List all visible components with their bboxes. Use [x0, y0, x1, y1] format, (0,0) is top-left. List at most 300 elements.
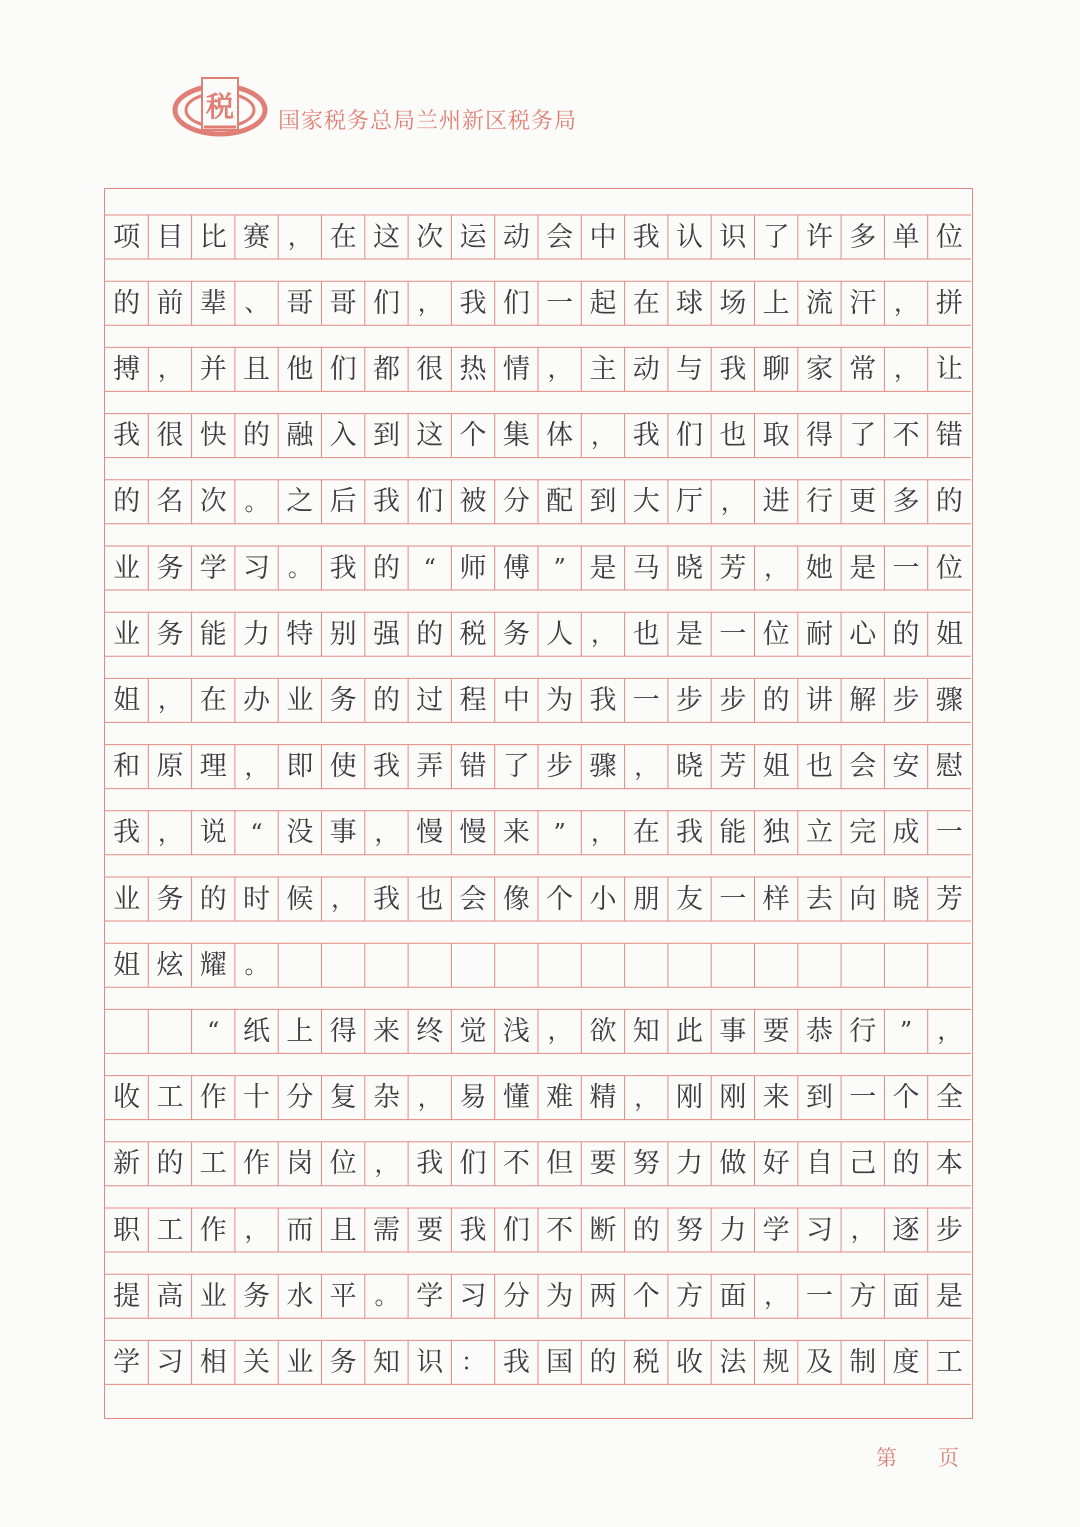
essay-char-cell: ，: [720, 487, 745, 516]
essay-char-cell: 务: [156, 552, 184, 584]
essay-char-cell: 新: [113, 1148, 141, 1180]
essay-char-cell: ，: [764, 1282, 789, 1311]
essay-char-cell: 为: [546, 684, 574, 716]
essay-char-cell: [451, 943, 494, 987]
essay-char-cell: 慢: [459, 817, 487, 849]
essay-char-cell: 收: [113, 1082, 141, 1114]
essay-char-cell: “: [207, 1017, 220, 1046]
essay-char-cell: 恭: [805, 1015, 833, 1047]
essay-char-cell: 进: [762, 486, 790, 518]
essay-char-cell: 一: [935, 817, 963, 849]
essay-char-cell: ，: [244, 752, 269, 781]
essay-char-cell: ：: [461, 1348, 486, 1377]
essay-char-cell: 方: [676, 1280, 704, 1312]
essay-char-cell: 业: [113, 618, 141, 650]
essay-char-cell: 原: [156, 751, 184, 783]
essay-char-cell: 中: [589, 221, 617, 253]
essay-char-cell: 、: [244, 289, 269, 318]
essay-char-cell: 取: [762, 420, 790, 452]
essay-char-cell: 在: [632, 287, 660, 319]
essay-char-cell: 需: [372, 1214, 400, 1246]
essay-char-cell: ，: [850, 1216, 875, 1244]
essay-char-cell: 浅: [502, 1015, 530, 1047]
essay-row: [105, 1274, 971, 1318]
essay-char-cell: 的: [199, 883, 227, 915]
essay-char-cell: 家: [805, 353, 833, 385]
essay-char-cell: 。: [244, 487, 269, 516]
essay-char-cell: ，: [244, 1216, 269, 1244]
essay-char-cell: 芳: [719, 552, 747, 584]
essay-char-cell: ，: [287, 223, 312, 251]
essay-char-cell: 一: [632, 684, 660, 716]
essay-char-cell: [321, 943, 364, 987]
essay-char-cell: 终: [416, 1015, 444, 1047]
essay-char-cell: ，: [374, 818, 399, 847]
essay-char-cell: 的: [156, 1148, 184, 1180]
essay-char-cell: 傅: [502, 552, 530, 584]
essay-char-cell: ，: [894, 355, 919, 384]
essay-char-cell: 成: [892, 817, 920, 849]
essay-char-cell: 来: [502, 817, 530, 849]
essay-char-cell: ，: [157, 686, 182, 715]
essay-row: [105, 877, 971, 921]
essay-row: [105, 281, 971, 325]
essay-char-cell: 拼: [935, 287, 963, 319]
essay-char-cell: 懂: [502, 1082, 530, 1114]
essay-char-cell: 十: [243, 1082, 271, 1114]
essay-char-cell: 们: [459, 1148, 487, 1180]
essay-char-cell: 业: [286, 684, 314, 716]
essay-char-cell: 位: [329, 1148, 357, 1180]
essay-char-cell: 的: [589, 1346, 617, 1378]
essay-char-cell: 来: [372, 1015, 400, 1047]
essay-char-cell: 纸: [243, 1015, 271, 1047]
essay-char-cell: 也: [719, 420, 747, 452]
essay-char-cell: 都: [372, 353, 400, 385]
essay-char-cell: 赛: [243, 221, 271, 253]
essay-char-cell: 起: [589, 287, 617, 319]
essay-row: [105, 347, 971, 391]
essay-char-cell: [928, 943, 971, 987]
page-footer: [876, 1440, 976, 1472]
essay-char-cell: 完: [849, 817, 877, 849]
essay-char-cell: 搏: [113, 353, 141, 385]
essay-char-cell: 聊: [762, 353, 790, 385]
essay-char-cell: 芳: [935, 883, 963, 915]
essay-char-cell: 习: [156, 1346, 184, 1378]
essay-char-cell: 己: [849, 1148, 877, 1180]
essay-char-cell: 动: [502, 221, 530, 253]
essay-char-cell: 是: [935, 1280, 963, 1312]
essay-char-cell: 杂: [372, 1082, 400, 1114]
essay-char-cell: 易: [459, 1082, 487, 1114]
essay-row: [105, 414, 971, 458]
essay-char-cell: 姐: [935, 618, 963, 650]
essay-char-cell: [408, 943, 451, 987]
essay-char-cell: 刚: [719, 1082, 747, 1114]
essay-char-cell: 集: [502, 420, 530, 452]
essay-char-cell: ，: [157, 818, 182, 847]
essay-char-cell: 努: [676, 1214, 704, 1246]
essay-char-cell: “: [250, 818, 263, 847]
essay-char-cell: 业: [113, 883, 141, 915]
essay-char-cell: 哥: [286, 287, 314, 319]
essay-char-cell: 这: [372, 221, 400, 253]
essay-char-cell: 本: [935, 1148, 963, 1180]
essay-char-cell: 并: [199, 353, 227, 385]
essay-char-cell: 立: [805, 817, 833, 849]
essay-char-cell: 位: [762, 618, 790, 650]
essay-char-cell: [365, 943, 408, 987]
essay-char-cell: 很: [416, 353, 444, 385]
essay-char-cell: 错: [459, 751, 487, 783]
essay-char-cell: 。: [374, 1282, 399, 1311]
essay-char-cell: 学: [416, 1280, 444, 1312]
essay-char-cell: 不: [892, 420, 920, 452]
essay-char-cell: 作: [199, 1082, 227, 1114]
essay-char-cell: 人: [546, 618, 574, 650]
essay-char-cell: 我: [329, 552, 357, 584]
essay-row: [105, 1208, 971, 1252]
essay-char-cell: 面: [892, 1280, 920, 1312]
essay-char-cell: 及: [805, 1346, 833, 1378]
essay-char-cell: 度: [892, 1346, 920, 1378]
essay-char-cell: 们: [502, 287, 530, 319]
essay-char-cell: [754, 943, 797, 987]
essay-char-cell: 被: [459, 486, 487, 518]
essay-char-cell: 步: [719, 684, 747, 716]
essay-char-cell: ，: [764, 554, 789, 582]
essay-char-cell: 上: [286, 1015, 314, 1047]
essay-char-cell: 水: [286, 1280, 314, 1312]
essay-char-cell: 芳: [719, 751, 747, 783]
essay-char-cell: 要: [589, 1148, 617, 1180]
essay-char-cell: 的: [632, 1214, 660, 1246]
essay-char-cell: 哥: [329, 287, 357, 319]
essay-char-cell: 名: [156, 486, 184, 518]
essay-char-cell: 没: [286, 817, 314, 849]
essay-char-cell: 是: [849, 552, 877, 584]
essay-char-cell: 行: [805, 486, 833, 518]
essay-char-cell: 工: [935, 1346, 963, 1378]
essay-char-cell: 方: [849, 1280, 877, 1312]
essay-char-cell: 务: [156, 883, 184, 915]
essay-char-cell: 的: [416, 618, 444, 650]
essay-char-cell: 更: [849, 486, 877, 518]
essay-char-cell: 动: [632, 353, 660, 385]
essay-char-cell: 的: [935, 486, 963, 518]
essay-char-cell: [884, 943, 927, 987]
essay-char-cell: 目: [156, 221, 184, 253]
essay-char-cell: 业: [199, 1280, 227, 1312]
essay-char-cell: 岗: [286, 1148, 314, 1180]
essay-char-cell: 的: [762, 684, 790, 716]
essay-char-cell: 也: [805, 751, 833, 783]
essay-char-cell: 认: [676, 221, 704, 253]
essay-char-cell: 让: [935, 353, 963, 385]
essay-char-cell: 学: [199, 552, 227, 584]
essay-char-cell: 个: [546, 883, 574, 915]
logo-char: 税: [205, 90, 235, 123]
essay-char-cell: 后: [329, 486, 357, 518]
essay-char-cell: 步: [935, 1214, 963, 1246]
essay-char-cell: 步: [892, 684, 920, 716]
tax-bureau-logo-icon: [172, 72, 268, 138]
essay-char-cell: 在: [329, 221, 357, 253]
essay-char-cell: 分: [502, 486, 530, 518]
essay-char-cell: 在: [199, 684, 227, 716]
essay-char-cell: ，: [894, 289, 919, 318]
essay-char-cell: 两: [589, 1280, 617, 1312]
essay-char-cell: 到: [372, 420, 400, 452]
essay-char-cell: 主: [589, 353, 617, 385]
essay-char-cell: 耀: [199, 949, 227, 981]
essay-char-cell: 得: [805, 420, 833, 452]
essay-char-cell: ，: [634, 1083, 659, 1112]
essay-char-cell: ，: [590, 421, 615, 450]
essay-char-cell: 姐: [113, 949, 141, 981]
essay-char-cell: 去: [805, 883, 833, 915]
essay-char-cell: 作: [243, 1148, 271, 1180]
essay-char-cell: 逐: [892, 1214, 920, 1246]
essay-char-cell: 务: [329, 684, 357, 716]
essay-char-cell: ，: [590, 620, 615, 649]
essay-char-cell: 理: [199, 751, 227, 783]
essay-char-cell: 不: [546, 1214, 574, 1246]
essay-char-cell: 流: [805, 287, 833, 319]
essay-char-cell: 关: [243, 1346, 271, 1378]
essay-char-cell: 。: [244, 951, 269, 980]
essay-char-cell: ，: [374, 1149, 399, 1178]
essay-char-cell: 一: [805, 1280, 833, 1312]
essay-char-cell: 像: [502, 883, 530, 915]
essay-char-cell: 心: [849, 618, 877, 650]
essay-char-cell: 多: [892, 486, 920, 518]
essay-char-cell: 行: [849, 1015, 877, 1047]
essay-char-cell: 们: [372, 287, 400, 319]
essay-char-cell: 会: [459, 883, 487, 915]
essay-char-cell: 独: [762, 817, 790, 849]
essay-char-cell: 欲: [589, 1015, 617, 1047]
essay-char-cell: 上: [762, 287, 790, 319]
essay-char-cell: 习: [459, 1280, 487, 1312]
essay-char-cell: 场: [719, 287, 747, 319]
essay-char-cell: 要: [416, 1214, 444, 1246]
essay-char-cell: ，: [590, 818, 615, 847]
essay-char-cell: ，: [417, 289, 442, 318]
essay-row: [105, 215, 971, 259]
essay-char-cell: 我: [372, 883, 400, 915]
essay-char-cell: 比: [199, 221, 227, 253]
essay-char-cell: 程: [459, 684, 487, 716]
essay-char-cell: 时: [243, 883, 271, 915]
essay-char-cell: 到: [805, 1082, 833, 1114]
essay-char-cell: 运: [459, 221, 487, 253]
essay-char-cell: ，: [547, 355, 572, 384]
essay-char-cell: 个: [892, 1082, 920, 1114]
essay-char-cell: 使: [329, 751, 357, 783]
essay-char-cell: 努: [632, 1148, 660, 1180]
essay-char-cell: 即: [286, 751, 314, 783]
essay-char-cell: 他: [286, 353, 314, 385]
essay-char-cell: 之: [286, 486, 314, 518]
essay-char-cell: 的: [372, 684, 400, 716]
essay-char-cell: 热: [459, 353, 487, 385]
essay-char-cell: 识: [416, 1346, 444, 1378]
essay-char-cell: 我: [372, 751, 400, 783]
essay-char-cell: 务: [329, 1346, 357, 1378]
essay-char-cell: 姐: [762, 751, 790, 783]
essay-char-cell: 面: [719, 1280, 747, 1312]
essay-char-cell: 会: [546, 221, 574, 253]
essay-char-cell: 且: [243, 353, 271, 385]
essay-row: [105, 480, 971, 524]
essay-char-cell: 的: [892, 1148, 920, 1180]
essay-char-cell: 晓: [676, 751, 704, 783]
essay-char-cell: 了: [849, 420, 877, 452]
essay-char-cell: 师: [459, 552, 487, 584]
essay-char-cell: 知: [372, 1346, 400, 1378]
essay-char-cell: 的: [892, 618, 920, 650]
essay-char-cell: 且: [329, 1214, 357, 1246]
essay-char-cell: [148, 1009, 191, 1053]
essay-char-cell: ”: [553, 818, 566, 847]
essay-char-cell: 平: [329, 1280, 357, 1312]
essay-char-cell: 前: [156, 287, 184, 319]
footer-page-label-ye: 页: [938, 1446, 959, 1470]
essay-char-cell: 的: [243, 420, 271, 452]
essay-char-cell: 中: [502, 684, 530, 716]
essay-row: [105, 943, 971, 987]
essay-char-cell: ”: [553, 554, 566, 582]
essay-char-cell: 骤: [935, 684, 963, 716]
essay-char-cell: 复: [329, 1082, 357, 1114]
essay-char-cell: 工: [199, 1148, 227, 1180]
essay-char-cell: 向: [849, 883, 877, 915]
essay-char-cell: 个: [459, 420, 487, 452]
essay-char-cell: 要: [762, 1015, 790, 1047]
essay-char-cell: 税: [459, 618, 487, 650]
letterhead-org-name: 国家税务总局兰州新区税务局: [278, 109, 578, 134]
essay-char-cell: 一: [719, 618, 747, 650]
essay-row: [105, 612, 971, 656]
essay-char-cell: 厅: [676, 486, 704, 518]
essay-char-cell: 与: [676, 353, 704, 385]
essay-char-cell: 小: [589, 883, 617, 915]
essay-char-cell: 多: [849, 221, 877, 253]
essay-char-cell: 不: [502, 1148, 530, 1180]
essay-char-cell: [278, 943, 321, 987]
essay-char-cell: 全: [935, 1082, 963, 1114]
essay-char-cell: 晓: [676, 552, 704, 584]
essay-char-cell: [625, 943, 668, 987]
essay-char-cell: 我: [632, 221, 660, 253]
essay-char-cell: 习: [805, 1214, 833, 1246]
essay-char-cell: ，: [157, 355, 182, 384]
essay-char-cell: 力: [719, 1214, 747, 1246]
essay-char-cell: 别: [329, 618, 357, 650]
essay-char-cell: 来: [762, 1082, 790, 1114]
essay-char-cell: 刚: [676, 1082, 704, 1114]
essay-char-cell: 业: [113, 552, 141, 584]
essay-row: [105, 1009, 971, 1053]
essay-char-cell: 常: [849, 353, 877, 385]
essay-char-cell: 作: [199, 1214, 227, 1246]
essay-char-cell: 耐: [805, 618, 833, 650]
essay-char-cell: 情: [502, 353, 530, 385]
essay-char-cell: 制: [849, 1346, 877, 1378]
essay-char-cell: 许: [805, 221, 833, 253]
essay-row: [105, 811, 971, 855]
essay-char-cell: 事: [719, 1015, 747, 1047]
essay-char-cell: 识: [719, 221, 747, 253]
essay-row: [105, 546, 971, 590]
essay-char-cell: [668, 943, 711, 987]
essay-char-cell: ，: [634, 752, 659, 781]
essay-char-cell: 好: [762, 1148, 790, 1180]
essay-char-cell: 的: [113, 486, 141, 518]
essay-char-cell: 职: [113, 1214, 141, 1246]
essay-char-cell: 讲: [805, 684, 833, 716]
essay-char-cell: 我: [502, 1346, 530, 1378]
essay-char-cell: 我: [113, 420, 141, 452]
essay-char-cell: 我: [459, 287, 487, 319]
essay-char-cell: 也: [416, 883, 444, 915]
essay-char-cell: 我: [632, 420, 660, 452]
essay-char-cell: 事: [329, 817, 357, 849]
essay-char-cell: 马: [632, 552, 660, 584]
essay-row: [105, 1142, 971, 1186]
essay-char-cell: 能: [719, 817, 747, 849]
essay-char-cell: 错: [935, 420, 963, 452]
essay-char-cell: 这: [416, 420, 444, 452]
essay-char-cell: ，: [547, 1017, 572, 1046]
essay-char-cell: 办: [243, 684, 271, 716]
essay-char-cell: [841, 943, 884, 987]
essay-char-cell: 工: [156, 1082, 184, 1114]
essay-char-cell: 们: [416, 486, 444, 518]
essay-row: [105, 1340, 971, 1384]
essay-char-cell: 力: [676, 1148, 704, 1180]
essay-char-cell: 做: [719, 1148, 747, 1180]
essay-char-cell: 快: [199, 420, 227, 452]
essay-row: [105, 745, 971, 789]
essay-char-cell: 友: [676, 883, 704, 915]
essay-char-cell: 习: [243, 552, 271, 584]
essay-char-cell: 次: [416, 221, 444, 253]
essay-char-cell: 过: [416, 684, 444, 716]
essay-char-cell: 业: [286, 1346, 314, 1378]
essay-char-cell: [538, 943, 581, 987]
essay-char-cell: 国: [546, 1346, 574, 1378]
essay-char-cell: 入: [329, 420, 357, 452]
essay-char-cell: 步: [546, 751, 574, 783]
essay-char-cell: 个: [632, 1280, 660, 1312]
essay-char-cell: “: [423, 554, 436, 582]
essay-char-cell: 球: [676, 287, 704, 319]
essay-char-cell: 能: [199, 618, 227, 650]
essay-char-cell: 的: [113, 287, 141, 319]
essay-char-cell: 法: [719, 1346, 747, 1378]
essay-char-cell: 我: [676, 817, 704, 849]
essay-char-cell: 位: [935, 552, 963, 584]
essay-char-cell: 。: [287, 554, 312, 582]
essay-char-cell: 骤: [589, 751, 617, 783]
essay-char-cell: 们: [329, 353, 357, 385]
essay-char-cell: [105, 1009, 148, 1053]
essay-char-cell: 她: [805, 552, 833, 584]
essay-char-cell: 提: [113, 1280, 141, 1312]
